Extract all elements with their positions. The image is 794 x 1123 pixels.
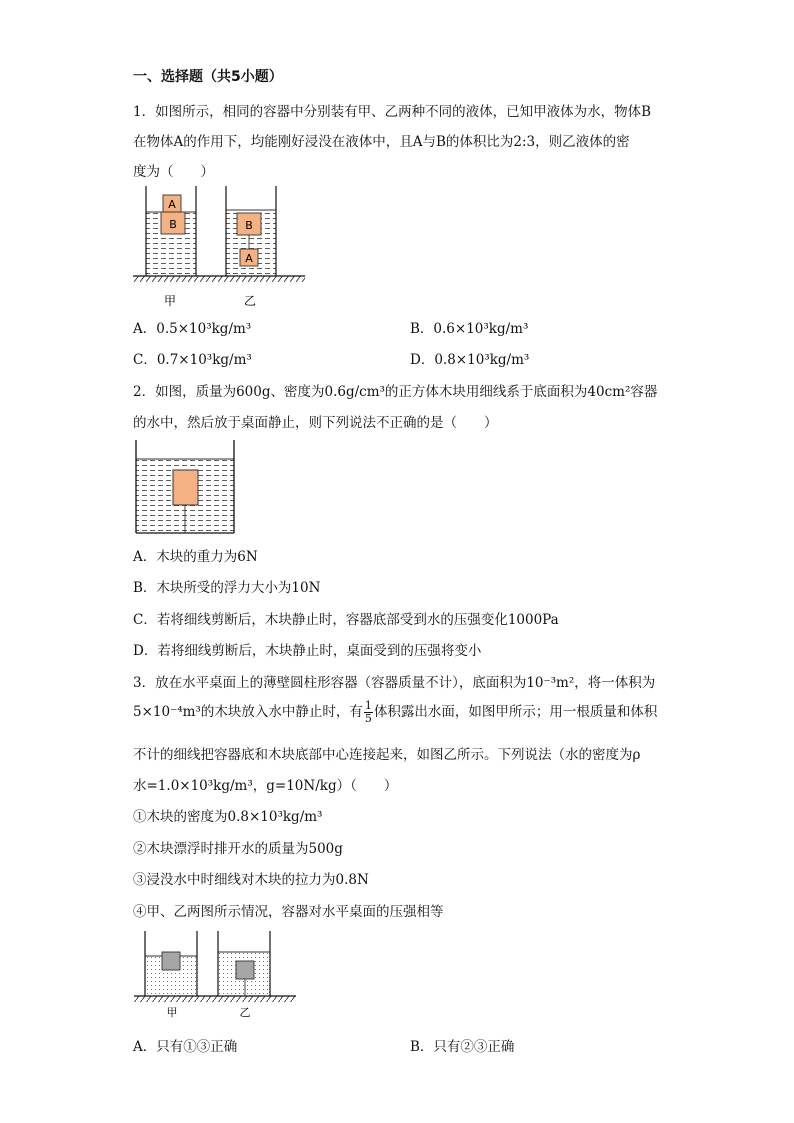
q1-figure bbox=[128, 186, 308, 311]
q3-figure bbox=[130, 928, 300, 1024]
svg-text:B: B bbox=[245, 219, 253, 232]
q1-option-d: D．0.8×10³kg/m³ bbox=[410, 352, 530, 368]
q3-block-yi bbox=[236, 961, 254, 979]
q2-figure bbox=[133, 438, 238, 536]
q1-label-yi: 乙 bbox=[243, 294, 257, 308]
q2-line-2: 的水中，然后放于桌面静止，则下列说法不正确的是（ ） bbox=[133, 415, 498, 431]
q1-line-1: 1．如图所示，相同的容器中分别装有甲、乙两种不同的液体，已知甲液体为水，物体B bbox=[133, 104, 652, 120]
q1-option-b: B．0.6×10³kg/m³ bbox=[410, 321, 529, 337]
q1-option-c: C．0.7×10³kg/m³ bbox=[133, 352, 252, 368]
q3-fraction: $\frac{1}{5}$ bbox=[364, 699, 372, 725]
q3-line-2: 5×10⁻⁴m³的木块放入水中静止时，有 $\frac{1}{5}$ 体积露出水面，如图甲所示；用一根质量和体积 bbox=[133, 699, 658, 725]
q1-label-jia: 甲 bbox=[163, 294, 177, 308]
q1-line-2: 在物体A的作用下，均能刚好浸没在液体中，且A与B的体积比为2:3，则乙液体的密 bbox=[133, 134, 630, 150]
svg-text:B: B bbox=[169, 218, 177, 231]
q3-line-1: 3．放在水平桌面上的薄壁圆柱形容器（容器质量不计），底面积为10⁻³m²，将一体积为 bbox=[133, 675, 656, 691]
q2-option-a: A．木块的重力为6N bbox=[133, 549, 258, 565]
q3-statement-2: ②木块漂浮时排开水的质量为500g bbox=[133, 841, 343, 857]
q3-statement-3: ③浸没水中时细线对木块的拉力为0.8N bbox=[133, 872, 369, 888]
q3-line-4: 水=1.0×10³kg/m³，g=10N/kg）（ ） bbox=[133, 778, 398, 794]
q3-statement-1: ①木块的密度为0.8×10³kg/m³ bbox=[133, 809, 323, 825]
q1-option-a: A．0.5×10³kg/m³ bbox=[133, 321, 252, 337]
q3-option-a: A．只有①③正确 bbox=[133, 1039, 238, 1055]
q2-option-b: B．木块所受的浮力大小为10N bbox=[133, 580, 321, 596]
q1-line-3: 度为（ ） bbox=[133, 164, 214, 180]
q3-option-b: B．只有②③正确 bbox=[410, 1039, 515, 1055]
q3-label-jia: 甲 bbox=[166, 1006, 178, 1019]
q2-option-c: C．若将细线剪断后，木块静止时，容器底部受到水的压强变化1000Pa bbox=[133, 612, 559, 628]
q3-line-3: 不计的细线把容器底和木块底部中心连接起来，如图乙所示。下列说法（水的密度为ρ bbox=[133, 747, 641, 763]
q2-option-d: D．若将细线剪断后，木块静止时，桌面受到的压强将变小 bbox=[133, 643, 482, 659]
q2-line-1: 2．如图，质量为600g、密度为0.6g/cm³的正方体木块用细线系于底面积为40cm²容器 bbox=[133, 384, 658, 400]
svg-text:A: A bbox=[245, 252, 253, 265]
q3-statement-4: ④甲、乙两图所示情况，容器对水平桌面的压强相等 bbox=[133, 904, 444, 920]
section-title: 一、选择题（共5小题） bbox=[133, 69, 283, 85]
q2-wood-block bbox=[173, 470, 198, 505]
q3-block-jia bbox=[162, 952, 180, 970]
svg-text:A: A bbox=[168, 198, 176, 211]
q3-label-yi: 乙 bbox=[239, 1006, 251, 1019]
